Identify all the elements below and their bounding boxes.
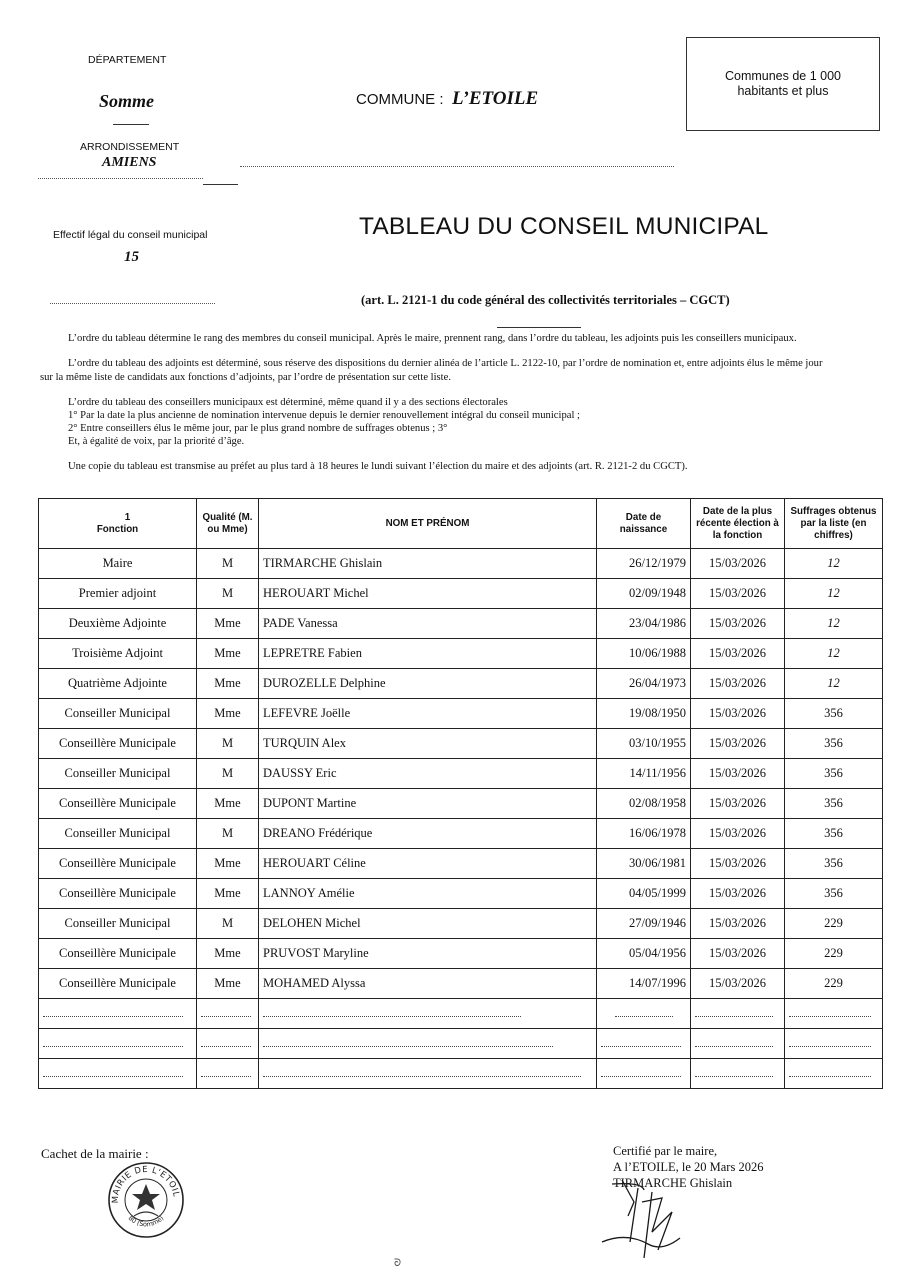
blank-cell	[259, 999, 597, 1029]
cell-nom: PRUVOST Maryline	[259, 939, 597, 969]
blank-cell	[197, 1029, 259, 1059]
table-row	[39, 639, 883, 669]
commune-value: L’ETOILE	[451, 88, 539, 109]
divider	[203, 184, 238, 185]
cell-suffrages-handwritten: 12	[785, 639, 883, 669]
blank-cell	[259, 1059, 597, 1089]
table-header-row	[39, 499, 883, 549]
dotted-line	[50, 303, 215, 304]
cell-nom: PADE Vanessa	[259, 609, 597, 639]
divider	[497, 327, 581, 328]
table-row	[39, 939, 883, 969]
blank-cell	[197, 999, 259, 1029]
table-row	[39, 609, 883, 639]
cell-qualite: Mme	[197, 639, 259, 669]
cell-nom: HEROUART Céline	[259, 849, 597, 879]
blank-cell	[39, 999, 197, 1029]
cell-election: 15/03/2026	[691, 909, 785, 939]
cert-line1: Certifié par le maire,	[613, 1144, 718, 1158]
cell-qualite: Mme	[197, 789, 259, 819]
effectif-value: 15	[124, 249, 139, 265]
cell-fonction: Conseiller Municipal	[39, 759, 197, 789]
cell-fonction: Conseillère Municipale	[39, 789, 197, 819]
blank-cell	[597, 999, 691, 1029]
cell-nom: LEFEVRE Joëlle	[259, 699, 597, 729]
blank-cell	[597, 1029, 691, 1059]
cell-nom: DUPONT Martine	[259, 789, 597, 819]
cell-election: 15/03/2026	[691, 759, 785, 789]
cell-naissance: 26/12/1979	[597, 549, 691, 579]
cell-suffrages: 356	[785, 879, 883, 909]
intro-p3a: L’ordre du tableau des conseillers municipaux est déterminé, même quand il y a des sections électorales	[68, 397, 508, 408]
cell-election: 15/03/2026	[691, 879, 785, 909]
cell-election: 15/03/2026	[691, 669, 785, 699]
cell-election: 15/03/2026	[691, 729, 785, 759]
table-row	[39, 879, 883, 909]
cell-nom: DELOHEN Michel	[259, 909, 597, 939]
mairie-stamp	[106, 1160, 186, 1240]
header-naissance: Date de naissance	[597, 499, 691, 549]
header-fonction-num: 1	[124, 511, 131, 523]
blank-cell	[691, 1059, 785, 1089]
cell-nom: TURQUIN Alex	[259, 729, 597, 759]
cell-fonction: Conseiller Municipal	[39, 909, 197, 939]
signature-icon	[582, 1172, 712, 1262]
cell-nom: DUROZELLE Delphine	[259, 669, 597, 699]
cell-qualite: M	[197, 729, 259, 759]
dotted-line	[240, 166, 674, 167]
cell-election: 15/03/2026	[691, 549, 785, 579]
table-row	[39, 579, 883, 609]
cell-naissance: 05/04/1956	[597, 939, 691, 969]
cell-election: 15/03/2026	[691, 699, 785, 729]
cell-naissance: 10/06/1988	[597, 639, 691, 669]
cell-fonction: Conseillère Municipale	[39, 849, 197, 879]
cell-qualite: Mme	[197, 939, 259, 969]
cell-election: 15/03/2026	[691, 939, 785, 969]
blank-cell	[691, 999, 785, 1029]
cell-suffrages-handwritten: 12	[785, 609, 883, 639]
cell-fonction: Troisième Adjoint	[39, 639, 197, 669]
effectif-label: Effectif légal du conseil municipal	[53, 229, 208, 241]
cell-qualite: M	[197, 759, 259, 789]
cell-naissance: 30/06/1981	[597, 849, 691, 879]
cell-fonction: Conseillère Municipale	[39, 879, 197, 909]
page-subtitle: (art. L. 2121-1 du code général des collectivités territoriales – CGCT)	[361, 293, 730, 307]
intro-p3d: Et, à égalité de voix, par la priorité d’âge.	[68, 436, 245, 447]
blank-row	[39, 999, 883, 1029]
cell-qualite: M	[197, 579, 259, 609]
cell-suffrages: 229	[785, 909, 883, 939]
cell-nom: DREANO Frédérique	[259, 819, 597, 849]
cell-nom: MOHAMED Alyssa	[259, 969, 597, 999]
cell-suffrages: 229	[785, 969, 883, 999]
cell-suffrages: 229	[785, 939, 883, 969]
cell-naissance: 02/08/1958	[597, 789, 691, 819]
table-row	[39, 789, 883, 819]
blank-row	[39, 1029, 883, 1059]
table-row	[39, 969, 883, 999]
cell-suffrages: 356	[785, 789, 883, 819]
cell-qualite: Mme	[197, 669, 259, 699]
cell-naissance: 14/07/1996	[597, 969, 691, 999]
category-box	[686, 37, 880, 131]
table-row	[39, 909, 883, 939]
blank-cell	[785, 999, 883, 1029]
departement-value: Somme	[99, 91, 155, 111]
page-mark: ᘐ	[394, 1258, 402, 1269]
category-line2: habitants et plus	[737, 84, 829, 98]
cell-naissance: 02/09/1948	[597, 579, 691, 609]
cell-fonction: Conseillère Municipale	[39, 729, 197, 759]
header-fonction-label: Fonction	[96, 523, 139, 535]
table-row	[39, 729, 883, 759]
cell-nom: HEROUART Michel	[259, 579, 597, 609]
table-row	[39, 759, 883, 789]
cachet-label: Cachet de la mairie :	[41, 1146, 149, 1161]
cell-qualite: Mme	[197, 969, 259, 999]
intro-p3b: 1° Par la date la plus ancienne de nomination intervenue depuis le dernier renouvellement intégral du conseil municipal ;	[68, 410, 580, 421]
cell-naissance: 16/06/1978	[597, 819, 691, 849]
intro-p2b: sur la même liste de candidats aux fonctions d’adjoints, par l’ordre de présentation sur cette liste.	[40, 372, 451, 383]
cell-naissance: 03/10/1955	[597, 729, 691, 759]
divider	[113, 124, 149, 125]
cert-line3: TIRMARCHE Ghislain	[613, 1176, 733, 1190]
cell-qualite: M	[197, 549, 259, 579]
table-row	[39, 699, 883, 729]
cell-nom: LANNOY Amélie	[259, 879, 597, 909]
cell-suffrages-handwritten: 12	[785, 669, 883, 699]
cell-nom: DAUSSY Eric	[259, 759, 597, 789]
cell-naissance: 14/11/1956	[597, 759, 691, 789]
blank-cell	[691, 1029, 785, 1059]
council-table	[38, 498, 883, 1089]
commune-label: COMMUNE :	[356, 91, 444, 108]
cell-fonction: Maire	[39, 549, 197, 579]
cell-naissance: 23/04/1986	[597, 609, 691, 639]
cell-election: 15/03/2026	[691, 819, 785, 849]
cell-fonction: Quatrième Adjointe	[39, 669, 197, 699]
cell-suffrages: 356	[785, 729, 883, 759]
cell-election: 15/03/2026	[691, 969, 785, 999]
cell-fonction: Premier adjoint	[39, 579, 197, 609]
cell-qualite: M	[197, 909, 259, 939]
mayor-signature	[582, 1172, 712, 1262]
cell-suffrages: 356	[785, 759, 883, 789]
svg-text:80 (Somme)	[127, 1214, 166, 1228]
cell-fonction: Deuxième Adjointe	[39, 609, 197, 639]
header-suffrages-label: Suffrages obtenus par la liste (en chiffres)	[790, 505, 877, 541]
cell-election: 15/03/2026	[691, 639, 785, 669]
commune-heading	[356, 88, 538, 110]
cell-naissance: 26/04/1973	[597, 669, 691, 699]
cell-nom: TIRMARCHE Ghislain	[259, 549, 597, 579]
cert-line2: A l’ETOILE, le 20 Mars 2026	[613, 1160, 764, 1174]
cell-qualite: Mme	[197, 609, 259, 639]
cell-election: 15/03/2026	[691, 849, 785, 879]
stamp-icon	[106, 1160, 186, 1240]
intro-p4: Une copie du tableau est transmise au préfet au plus tard à 18 heures le lundi suivant l’élection du maire et des adjoints (art. R. 2121-2 du CGCT).	[68, 461, 688, 472]
cell-fonction: Conseiller Municipal	[39, 819, 197, 849]
cell-suffrages-handwritten: 12	[785, 579, 883, 609]
arrondissement-label: ARRONDISSEMENT	[80, 141, 180, 153]
cell-election: 15/03/2026	[691, 579, 785, 609]
table-body	[39, 549, 883, 1089]
blank-cell	[39, 1029, 197, 1059]
cell-fonction: Conseiller Municipal	[39, 699, 197, 729]
header-qualite: Qualité (M. ou Mme)	[197, 499, 259, 549]
cell-suffrages-handwritten: 12	[785, 549, 883, 579]
cell-qualite: Mme	[197, 849, 259, 879]
cell-naissance: 27/09/1946	[597, 909, 691, 939]
header-suffrages	[785, 499, 883, 549]
cell-election: 15/03/2026	[691, 609, 785, 639]
category-line1: Communes de 1 000	[724, 69, 842, 83]
cell-suffrages: 356	[785, 699, 883, 729]
intro-p1: L’ordre du tableau détermine le rang des membres du conseil municipal. Après le maire, prennent rang, dans l’ordre du tableau, les adjoints puis les conseillers municipaux.	[68, 333, 797, 344]
blank-cell	[259, 1029, 597, 1059]
table-row	[39, 849, 883, 879]
table-row	[39, 549, 883, 579]
dotted-line	[38, 178, 203, 179]
cell-qualite: Mme	[197, 699, 259, 729]
stamp-sub: 80 (Somme)	[126, 1214, 166, 1229]
cell-suffrages: 356	[785, 849, 883, 879]
departement-label: DÉPARTEMENT	[88, 54, 167, 66]
cell-qualite: Mme	[197, 879, 259, 909]
cell-fonction: Conseillère Municipale	[39, 939, 197, 969]
table-row	[39, 669, 883, 699]
header-election: Date de la plus récente élection à la fonction	[691, 499, 785, 549]
cell-election: 15/03/2026	[691, 789, 785, 819]
blank-cell	[597, 1059, 691, 1089]
blank-cell	[197, 1059, 259, 1089]
header-fonction	[39, 499, 197, 549]
cell-naissance: 19/08/1950	[597, 699, 691, 729]
arrondissement-value: AMIENS	[102, 155, 157, 170]
blank-cell	[785, 1029, 883, 1059]
cell-suffrages: 356	[785, 819, 883, 849]
table-row	[39, 819, 883, 849]
stamp-text: MAIRIE DE L'ETOIL	[110, 1164, 181, 1204]
cell-fonction: Conseillère Municipale	[39, 969, 197, 999]
blank-row	[39, 1059, 883, 1089]
cell-naissance: 04/05/1999	[597, 879, 691, 909]
intro-p2a: L’ordre du tableau des adjoints est déterminé, sous réserve des dispositions du dernier alinéa de l’article L. 2122-10, par l’ordre de nomination et, entre adjoints élus le même jour	[68, 358, 823, 369]
intro-p3c: 2° Entre conseillers élus le même jour, par le plus grand nombre de suffrages obtenus ; 3°	[68, 423, 448, 434]
blank-cell	[785, 1059, 883, 1089]
blank-cell	[39, 1059, 197, 1089]
header-nom: NOM ET PRÉNOM	[259, 499, 597, 549]
page-title: TABLEAU DU CONSEIL MUNICIPAL	[359, 213, 769, 240]
cell-nom: LEPRETRE Fabien	[259, 639, 597, 669]
cell-qualite: M	[197, 819, 259, 849]
